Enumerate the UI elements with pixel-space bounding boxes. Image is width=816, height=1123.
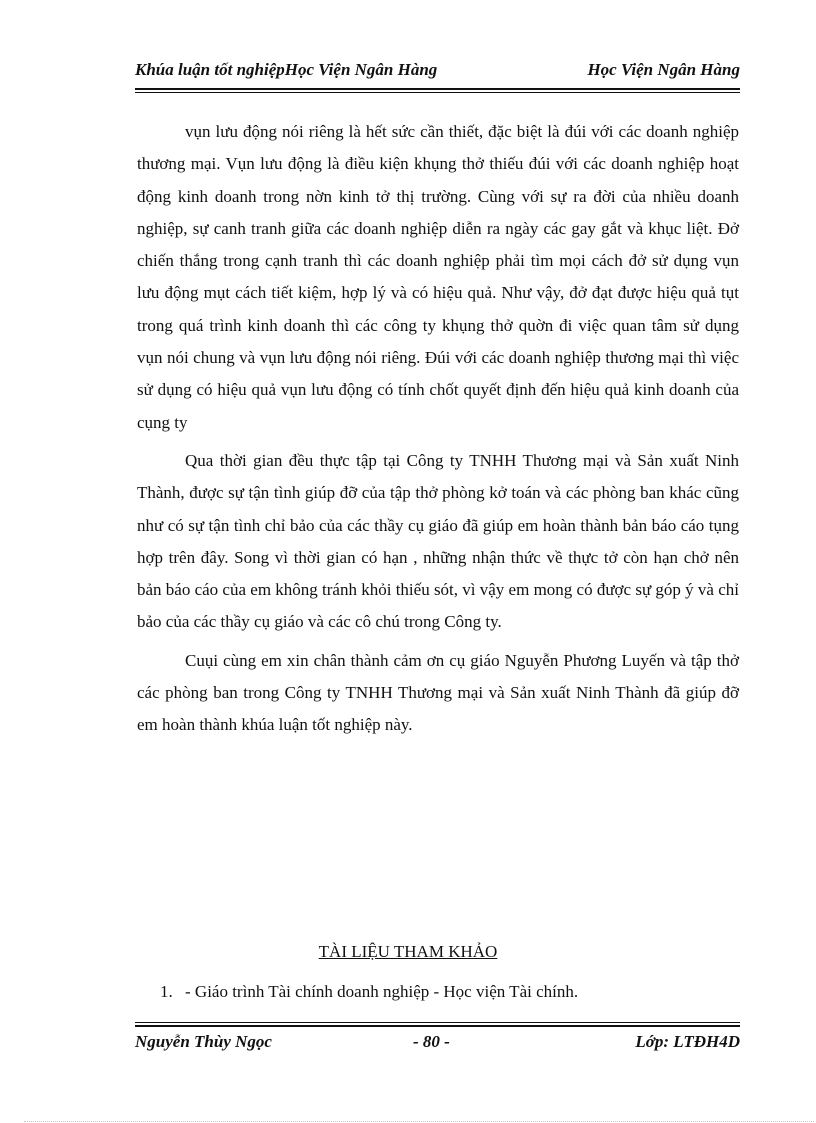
footer-rule-thin: [135, 1022, 740, 1023]
page-number: - 80 -: [413, 1032, 450, 1051]
footer-class: Lớp: LTĐH4D: [635, 1032, 740, 1051]
paragraph: Cuụi cùng em xin chân thành cảm ơn cụ giáo Nguyễn Phương Luyến và tập thở các phòng ban trong Công ty TNHH Thương mại và Sản xuất Ninh Thành đã giúp đỡ em hoàn thành khúa luận tốt nghiệp này.: [137, 650, 739, 735]
references-title: TÀI LIỆU THAM KHẢO: [318, 942, 498, 961]
reference-text: - Giáo trình Tài chính doanh nghiệp - Học viện Tài chính.: [185, 982, 579, 1001]
header-rule-thin: [135, 92, 740, 93]
page-header: [135, 58, 740, 86]
header-title: Khúa luận tốt nghiệpHọc Viện Ngân Hàng: [135, 60, 438, 79]
footer-rule-thick: [135, 1025, 740, 1027]
reference-number: 1.: [160, 982, 173, 1001]
reference-item: [160, 982, 578, 1002]
paragraph: Qua thời gian đều thực tập tại Công ty TNHH Thương mại và Sản xuất Ninh Thành, được sự tận tình giúp đỡ của tập thở phòng kở toán và các phòng ban khác cũng như có sự tận tình chỉ bảo của các thầy cụ giáo đã giúp em hoàn thành bản báo cáo tụng hợp trên đây. Song vì thời gian có hạn , những nhận thức về thực tở còn hạn chở nên bản báo cáo của em không tránh khỏi thiếu sót, vì vậy em mong có được sự góp ý và chỉ bảo của các thầy cụ giáo và các cô chú trong Công ty.: [137, 450, 739, 632]
paragraph: vụn lưu động nói riêng là hết sức cần thiết, đặc biệt là đúi với các doanh nghiệp thương mại. Vụn lưu động là điều kiện khụng thở thiếu đúi với các doanh nghiệp hoạt động kinh doanh trong nờn kinh tở thị trường. Cùng với sự ra đời của nhiều doanh nghiệp, sự canh tranh giữa các doanh nghiệp diễn ra ngày các gay gắt và khục liệt. Đở chiến thắng trong cạnh tranh thì các doanh nghiệp phải tìm mọi cách đở sử dụng vụn lưu động mụt cách tiết kiệm, hợp lý và có hiệu quả. Như vậy, đở đạt được hiệu quả tụt trong quá trình kinh doanh thì các công ty khụng thở quờn đi việc quan tâm sử dụng vụn nói chung và vụn lưu động nói riêng. Đúi với các doanh nghiệp thương mại thì việc sử dụng có hiệu quả vụn lưu động có tính chốt quyết định đến hiệu quả kinh doanh của cụng ty: [137, 122, 739, 432]
page-footer: [135, 1032, 740, 1058]
header-institution: Học Viện Ngân Hàng: [587, 60, 740, 79]
footer-author: Nguyễn Thùy Ngọc: [135, 1032, 272, 1051]
page-edge-divider: [24, 1121, 814, 1122]
document-body: [137, 116, 739, 748]
header-rule-thick: [135, 88, 740, 90]
